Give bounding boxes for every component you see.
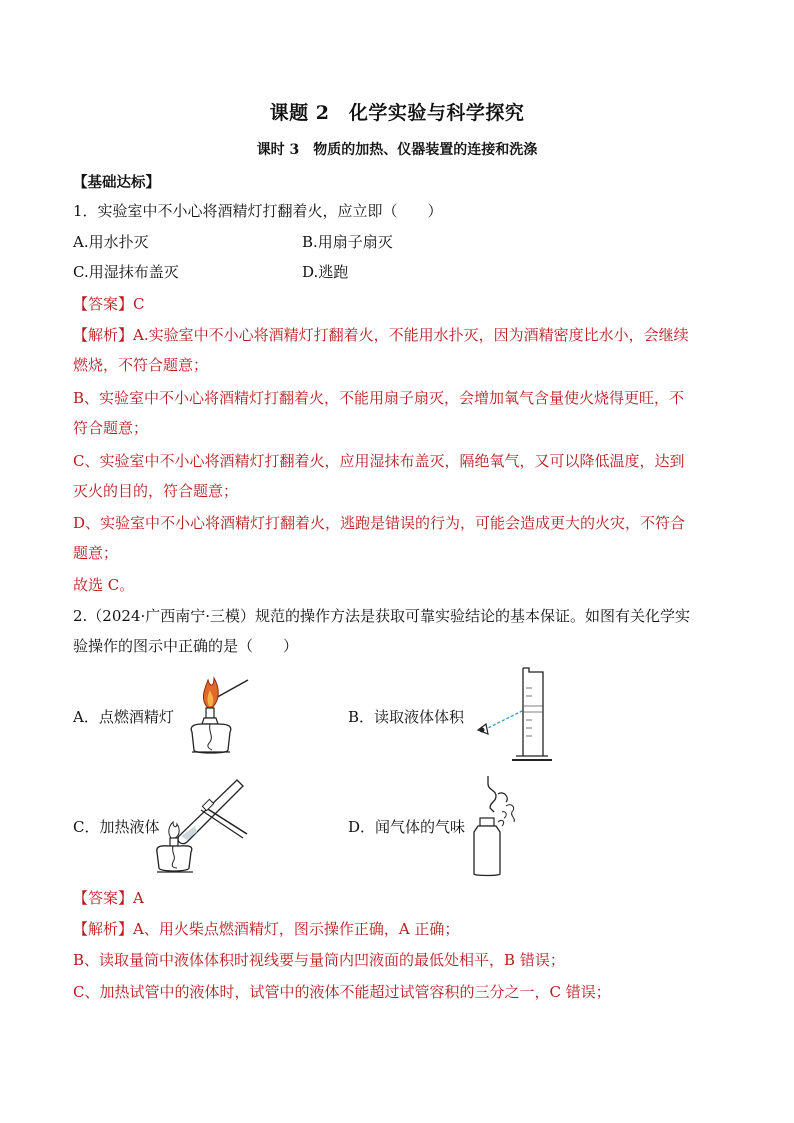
question-1-explanation-line: 燃烧，不符合题意； bbox=[73, 356, 209, 374]
smelling-gas-figure bbox=[466, 772, 526, 878]
question-1-option-d: D.逃跑 bbox=[302, 263, 349, 281]
section-heading: 【基础达标】 bbox=[73, 174, 160, 191]
question-2-explanation-line: 【解析】A、用火柴点燃酒精灯，图示操作正确，A 正确； bbox=[73, 920, 460, 938]
question-1-explanation-line: 符合题意； bbox=[73, 419, 149, 437]
question-1-explanation-line: 故选 C。 bbox=[73, 576, 135, 594]
question-1-explanation-line: 灭火的目的，符合题意； bbox=[73, 482, 239, 500]
heating-test-tube-figure bbox=[143, 776, 253, 880]
question-2-option-a: A．点燃酒精灯 bbox=[73, 708, 174, 726]
question-1-answer: 【答案】C bbox=[73, 295, 145, 313]
page-title: 课题 2 化学实验与科学探究 bbox=[269, 102, 525, 124]
alcohol-lamp-lighting-figure bbox=[178, 672, 258, 760]
question-1-option-b: B.用扇子扇灭 bbox=[302, 233, 393, 251]
page-subtitle: 课时 3 物质的加热、仪器装置的连接和洗涤 bbox=[256, 142, 538, 158]
question-1-explanation-line: C、实验室中不小心将酒精灯打翻着火，应用湿抹布盖灭，隔绝氧气，又可以降低温度，达到 bbox=[73, 452, 685, 470]
question-1-explanation-line: 【解析】A.实验室中不小心将酒精灯打翻着火，不能用水扑灭，因为酒精密度比水小，会继续 bbox=[73, 326, 689, 344]
question-1-explanation-line: B、实验室中不小心将酒精灯打翻着火，不能用扇子扇灭，会增加氧气含量使火烧得更旺，不 bbox=[73, 389, 685, 407]
question-2-stem: 验操作的图示中正确的是（ ） bbox=[73, 637, 299, 655]
question-2-answer: 【答案】A bbox=[73, 889, 144, 907]
question-2-option-d: D．闻气体的气味 bbox=[348, 818, 466, 836]
question-1-stem: 1．实验室中不小心将酒精灯打翻着火，应立即（ ） bbox=[73, 202, 443, 220]
question-2-explanation-line: C、加热试管中的液体时，试管中的液体不能超过试管容积的三分之一，C 错误； bbox=[73, 983, 611, 1001]
question-2-explanation-line: B、读取量筒中液体体积时视线要与量筒内凹液面的最低处相平，B 错误； bbox=[73, 951, 565, 969]
question-2-option-b: B．读取液体体积 bbox=[348, 708, 465, 726]
graduated-cylinder-figure bbox=[468, 664, 558, 768]
question-1-explanation-line: 题意； bbox=[73, 544, 119, 562]
question-1-option-a: A.用水扑灭 bbox=[73, 233, 149, 251]
question-1-explanation-line: D、实验室中不小心将酒精灯打翻着火，逃跑是错误的行为，可能会造成更大的火灾，不符合 bbox=[73, 514, 686, 532]
question-2-stem: 2.（2024·广西南宁·三模）规范的操作方法是获取可靠实验结论的基本保证。如图有关化学实 bbox=[73, 607, 691, 625]
question-2-option-c: C．加热液体 bbox=[73, 818, 160, 836]
question-1-option-c: C.用湿抹布盖灭 bbox=[73, 263, 179, 281]
